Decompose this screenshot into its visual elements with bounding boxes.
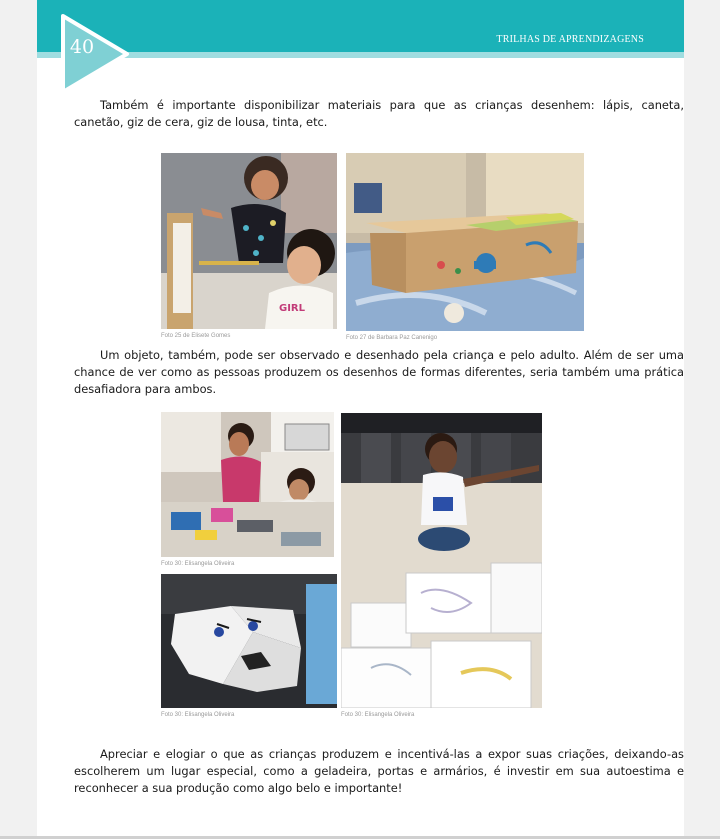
paragraph-3 xyxy=(74,746,684,797)
svg-text:GIRL: GIRL xyxy=(279,303,306,314)
running-head: TRILHAS DE APRENDIZAGENS xyxy=(496,34,644,45)
paragraph-1 xyxy=(74,97,684,131)
paragraph-1-text: Também é importante disponibilizar materiais para que as crianças desenhem: lápis, caneta, canetão, giz de cera, giz de lousa, tinta, etc. xyxy=(74,98,684,129)
photo-1-caption: Foto 25 de Elisete Gomes xyxy=(161,333,231,339)
photo-paper-craft xyxy=(161,574,337,708)
photo-toddler-drawings xyxy=(341,413,542,708)
paragraph-2 xyxy=(74,347,684,398)
photo-children-painting xyxy=(161,153,337,329)
photo-5-caption: Foto 30: Elisangela Oliveira xyxy=(341,712,415,718)
page-number: 40 xyxy=(69,36,95,58)
document-page xyxy=(37,0,684,839)
photo-kids-at-table xyxy=(161,412,334,557)
paragraph-3-text: Apreciar e elogiar o que as crianças produzem e incentivá-las a expor suas criações, deixando-as escolherem um lugar especial, como a geladeira, portas e armários, é investir em sua autoestima e reconhecer a sua produção como algo belo e importante! xyxy=(74,747,684,795)
paragraph-2-text: Um objeto, também, pode ser observado e desenhado pela criança e pelo adulto. Além de ser uma chance de ver como as pessoas produzem os desenhos de formas diferentes, seria também uma prática desafiadora para ambos. xyxy=(74,348,684,396)
photo-4-caption: Foto 30: Elisangela Oliveira xyxy=(161,712,235,718)
photo-cardboard-box xyxy=(346,153,584,331)
photo-2-caption: Foto 27 de Barbara Paz Canenigo xyxy=(346,335,438,341)
photo-3-caption: Foto 30: Elisangela Oliveira xyxy=(161,561,235,567)
